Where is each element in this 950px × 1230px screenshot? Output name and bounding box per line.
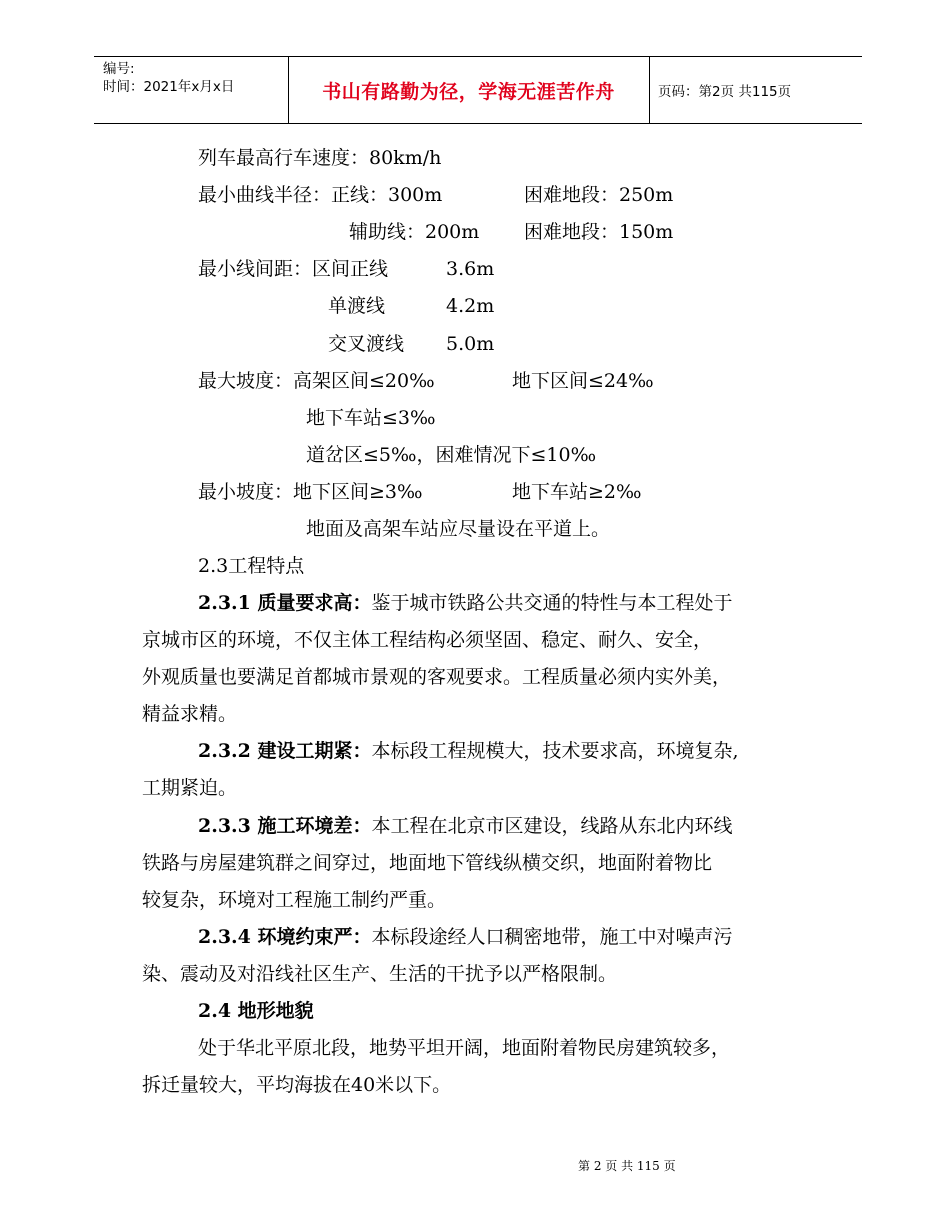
paragraph-text: 鉴于城市铁路公共交通的特性与本工程处于: [371, 592, 733, 614]
spec-distance-main-value: 3.6m: [446, 258, 495, 280]
spec-speed: 列车最高行车速度：80km/h: [198, 147, 442, 169]
spec-curve-aux: 辅助线：200m: [349, 221, 480, 243]
paragraph-line: 外观质量也要满足首都城市景观的客观要求。工程质量必须内实外美，: [142, 666, 732, 688]
footer-page-number: 第 2 页 共 115 页: [578, 1159, 676, 1173]
spec-max-slope-station: 地下车站≤3‰: [306, 407, 436, 429]
spec-distance-main: 最小线间距：区间正线: [198, 258, 389, 280]
page-header: [94, 56, 862, 124]
paragraph-line: 铁路与房屋建筑群之间穿过，地面地下管线纵横交织，地面附着物比: [142, 852, 713, 874]
spec-curve-main-difficult: 困难地段：250m: [524, 184, 674, 206]
paragraph-line: 较复杂，环境对工程施工制约严重。: [142, 889, 447, 911]
spec-distance-single-value: 4.2m: [446, 295, 495, 317]
spec-distance-single: 单渡线: [328, 295, 386, 317]
time-label: 时间：2021年x月x日: [103, 79, 235, 95]
paragraph-2-3-3: [198, 814, 733, 838]
spec-min-slope-station: 地下车站≥2‰: [512, 481, 642, 503]
spec-max-slope-turnout: 道岔区≤5‰，困难情况下≤10‰: [306, 444, 597, 466]
paragraph-line: 染、震动及对沿线社区生产、生活的干扰予以严格限制。: [142, 963, 618, 985]
paragraph-text: 本工程在北京市区建设，线路从东北内环线: [371, 815, 733, 837]
header-motto: 书山有路勤为径，学海无涯苦作舟: [322, 80, 615, 103]
paragraph-line: 京城市区的环境，不仅主体工程结构必须坚固、稳定、耐久、安全，: [142, 629, 713, 651]
spec-distance-cross: 交叉渡线: [328, 333, 405, 355]
header-info-cell: [94, 57, 288, 123]
paragraph-line: 工期紧迫。: [142, 777, 238, 799]
paragraph-line: 拆迁量较大，平均海拔在40米以下。: [142, 1074, 452, 1096]
section-heading-2-3: 2.3工程特点: [198, 555, 305, 577]
paragraph-2-3-1: [198, 591, 733, 615]
header-page-label: 页码：第2页 共115页: [658, 84, 792, 100]
paragraph-text: 本标段工程规模大，技术要求高，环境复杂,: [371, 740, 739, 762]
spec-curve-main: 最小曲线半径：正线：300m: [198, 184, 443, 206]
spec-max-slope-elevated: 最大坡度：高架区间≤20‰: [198, 370, 435, 392]
number-label: 编号:: [103, 61, 135, 77]
paragraph-2-4: 处于华北平原北段，地势平坦开阔，地面附着物民房建筑较多，: [198, 1037, 731, 1059]
paragraph-heading: 2.3.2 建设工期紧：: [198, 740, 372, 762]
paragraph-line: 精益求精。: [142, 703, 238, 725]
spec-min-slope-note: 地面及高架车站应尽量设在平道上。: [306, 518, 611, 540]
spec-min-slope-underground: 最小坡度：地下区间≥3‰: [198, 481, 423, 503]
paragraph-text: 本标段途经人口稠密地带，施工中对噪声污: [371, 926, 733, 948]
paragraph-2-3-2: [198, 739, 739, 763]
paragraph-heading: 2.3.1 质量要求高：: [198, 592, 372, 614]
spec-distance-cross-value: 5.0m: [446, 333, 495, 355]
spec-curve-aux-difficult: 困难地段：150m: [524, 221, 674, 243]
section-heading-2-4: 2.4 地形地貌: [198, 1000, 314, 1022]
paragraph-2-3-4: [198, 925, 733, 949]
spec-max-slope-underground: 地下区间≤24‰: [512, 370, 654, 392]
paragraph-heading: 2.3.4 环境约束严：: [198, 926, 372, 948]
paragraph-heading: 2.3.3 施工环境差：: [198, 815, 372, 837]
